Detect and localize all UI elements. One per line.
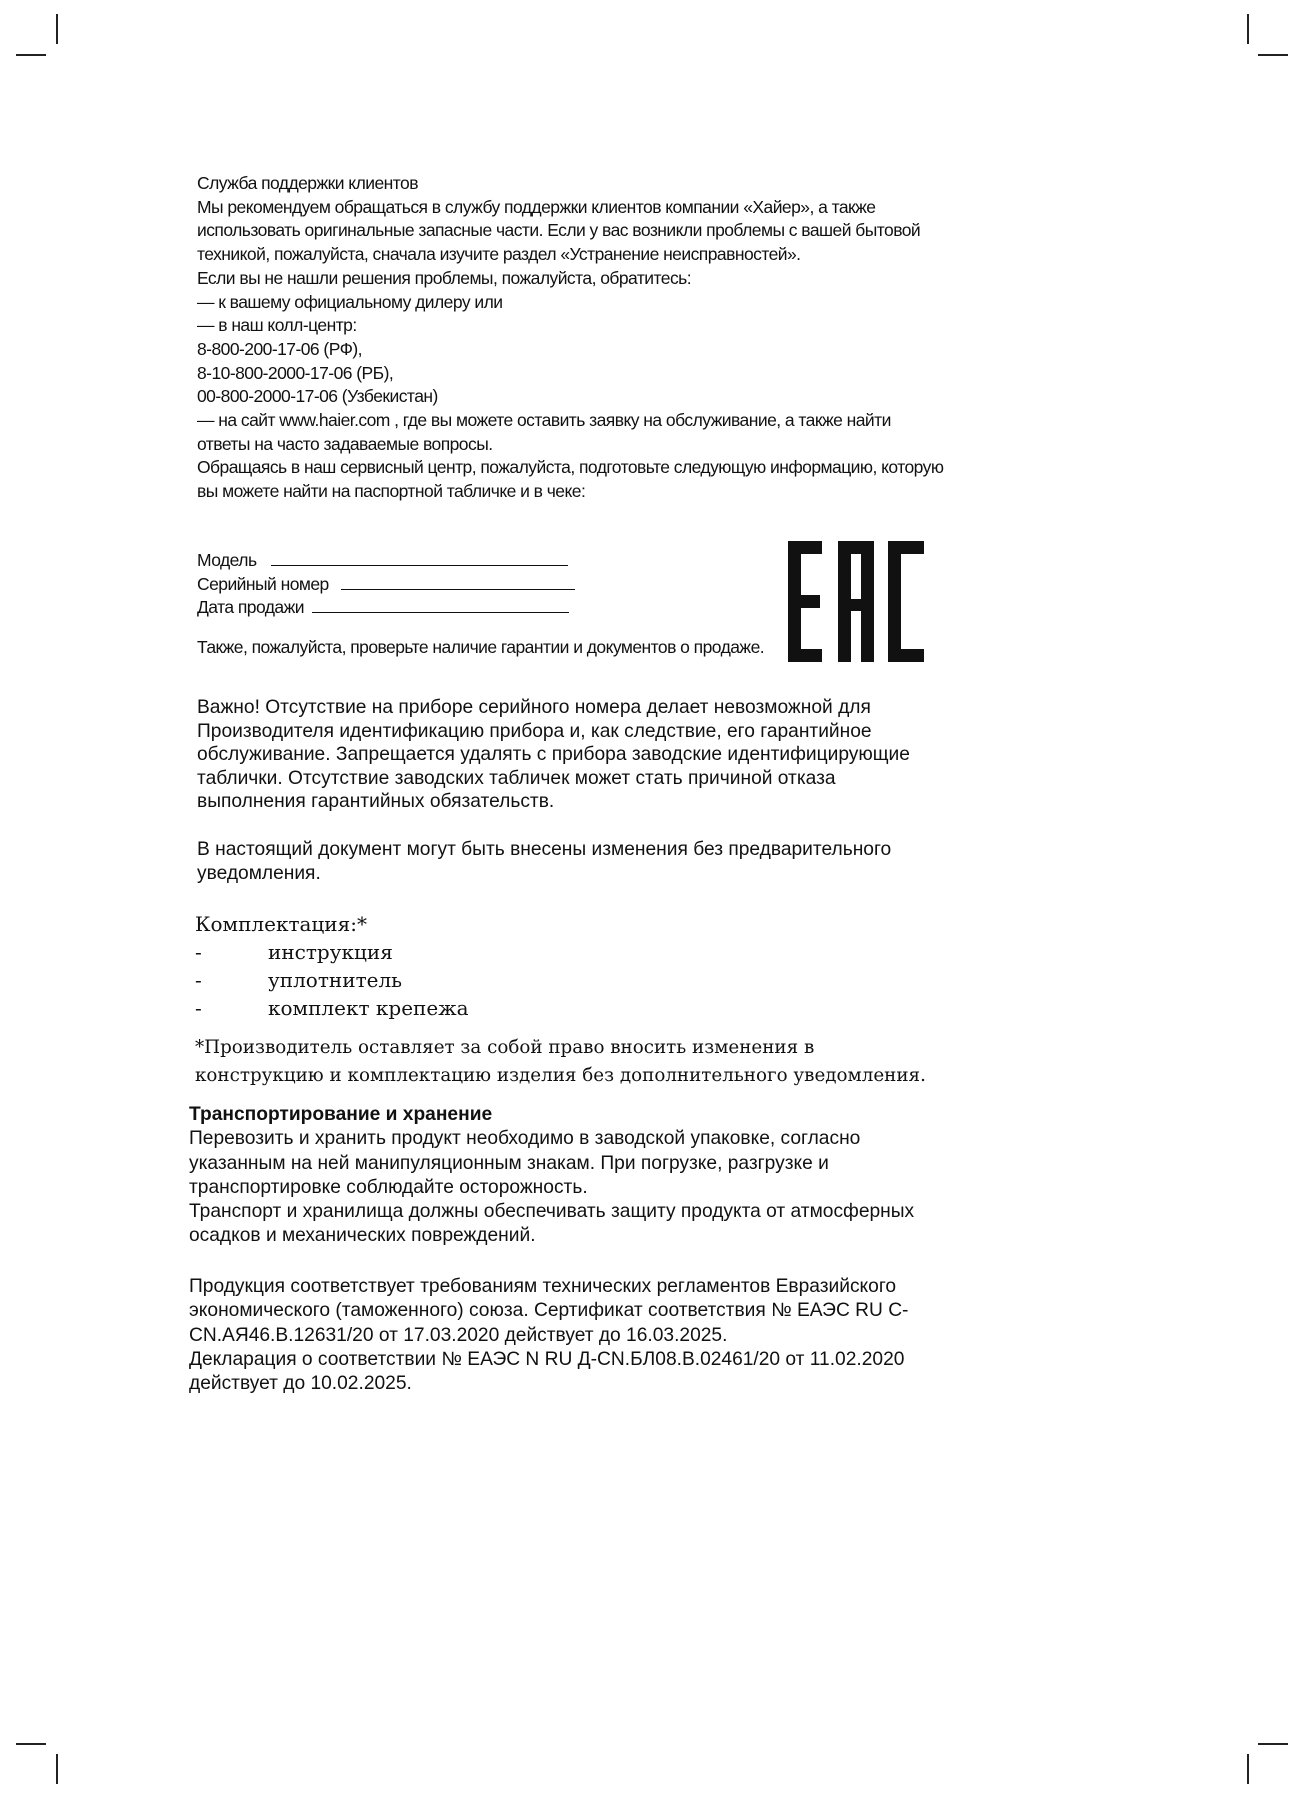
kit-title: Комплектация:* xyxy=(195,912,367,936)
model-field-line xyxy=(271,549,568,566)
serial-label: Серийный номер xyxy=(197,573,329,594)
transport-line: Транспорт и хранилища должны обеспечивать защиту продукта от атмосферных xyxy=(189,1201,915,1223)
changes-line: В настоящий документ могут быть внесены изменения без предварительного xyxy=(197,839,892,860)
support-title: Служба поддержки клиентов xyxy=(197,173,418,193)
crop-mark-top-right-v xyxy=(1247,14,1249,44)
serial-row xyxy=(197,573,575,597)
support-text-line: использовать оригинальные запасные части. Если у вас возникли проблемы с вашей бытовой xyxy=(197,220,921,241)
compliance-section xyxy=(189,1275,908,1396)
kit-section xyxy=(195,912,995,1032)
support-text-line: Мы рекомендуем обращаться в службу поддержки клиентов компании «Хайер», а также xyxy=(197,196,876,217)
kit-item-dash: - xyxy=(195,968,202,992)
transport-line: указанным на ней манипуляционным знакам. При погрузке, разгрузке и xyxy=(189,1152,829,1174)
support-section xyxy=(197,172,943,504)
changes-line: уведомления. xyxy=(197,862,321,884)
important-line: Важно! Отсутствие на приборе серийного номера делает невозможной для xyxy=(197,697,871,718)
compliance-line: Продукция соответствует требованиям технических регламентов Евразийского xyxy=(189,1276,897,1297)
compliance-line: CN.АЯ46.В.12631/20 от 17.03.2020 действует до 16.03.2025. xyxy=(189,1324,728,1346)
crop-mark-bottom-left-h xyxy=(16,1743,46,1745)
date-field-line xyxy=(312,596,569,613)
transport-line: Перевозить и хранить продукт необходимо в заводской упаковке, согласно xyxy=(189,1128,861,1150)
crop-mark-top-left-h xyxy=(16,54,46,56)
important-line: выполнения гарантийных обязательств. xyxy=(197,791,555,812)
compliance-line: действует до 10.02.2025. xyxy=(189,1373,412,1395)
support-text-line: Если вы не нашли решения проблемы, пожалуйста, обратитесь: xyxy=(197,267,692,288)
phone-ru: 8-800-200-17-06 (РФ), xyxy=(197,338,362,359)
support-text-line: — к вашему официальному дилеру или xyxy=(197,291,503,312)
crop-mark-top-left-v xyxy=(56,14,58,44)
check-note xyxy=(197,636,764,660)
eac-logo xyxy=(788,541,924,662)
crop-mark-bottom-right-h xyxy=(1258,1743,1288,1745)
support-text-line: — в наш колл-центр: xyxy=(197,315,357,336)
crop-mark-top-right-h xyxy=(1258,54,1288,56)
support-text-line: техникой, пожалуйста, сначала изучите раздел «Устранение неисправностей». xyxy=(197,244,801,265)
kit-footnote-line: конструкцию и комплектацию изделия без дополнительного уведомления. xyxy=(195,1065,926,1086)
kit-item-text: инструкция xyxy=(268,940,393,964)
important-line: таблички. Отсутствие заводских табличек может стать причиной отказа xyxy=(197,767,836,789)
kit-item-text: уплотнитель xyxy=(268,968,403,992)
compliance-line: экономического (таможенного) союза. Сертификат соответствия № ЕАЭС RU C- xyxy=(189,1300,909,1322)
important-line: Производителя идентификацию прибора и, как следствие, его гарантийное xyxy=(197,720,872,742)
transport-title: Транспортирование и хранение xyxy=(189,1104,493,1125)
phone-uz: 00-800-2000-17-06 (Узбекистан) xyxy=(197,386,438,407)
support-text-line: ответы на часто задаваемые вопросы. xyxy=(197,433,493,454)
important-notice xyxy=(197,696,910,814)
compliance-line: Декларация о соответствии № ЕАЭС N RU Д-CN.БЛ08.В.02461/20 от 11.02.2020 xyxy=(189,1348,905,1370)
transport-line: осадков и механических повреждений. xyxy=(189,1225,536,1247)
kit-item-dash: - xyxy=(195,940,202,964)
check-note-text: Также, пожалуйста, проверьте наличие гарантии и документов о продаже. xyxy=(197,637,765,657)
support-text-line: Обращаясь в наш сервисный центр, пожалуйста, подготовьте следующую информацию, которую xyxy=(197,457,944,478)
phone-by: 8-10-800-2000-17-06 (РБ), xyxy=(197,362,394,383)
kit-footnote xyxy=(195,1034,926,1090)
important-line: обслуживание. Запрещается удалять с прибора заводские идентифицирующие xyxy=(197,744,910,765)
serial-field-line xyxy=(341,573,575,590)
crop-mark-bottom-right-v xyxy=(1247,1754,1249,1784)
kit-item-dash: - xyxy=(195,996,202,1020)
kit-item-text: комплект крепежа xyxy=(268,996,469,1020)
kit-footnote-line: *Производитель оставляет за собой право вносить изменения в xyxy=(195,1037,815,1058)
support-text-line: вы можете найти на паспортной табличке и в чеке: xyxy=(197,481,586,502)
model-row xyxy=(197,549,575,573)
support-text-line: — на сайт www.haier.com , где вы можете оставить заявку на обслуживание, а также найти xyxy=(197,410,891,431)
date-label: Дата продажи xyxy=(197,597,304,618)
model-label: Модель xyxy=(197,550,257,570)
date-row xyxy=(197,596,575,620)
crop-mark-bottom-left-v xyxy=(56,1754,58,1784)
product-info-form xyxy=(197,549,575,620)
transport-line: транспортировке соблюдайте осторожность. xyxy=(189,1176,588,1198)
transport-section xyxy=(189,1103,914,1249)
eac-letter-c xyxy=(888,541,901,662)
changes-notice xyxy=(197,838,891,885)
